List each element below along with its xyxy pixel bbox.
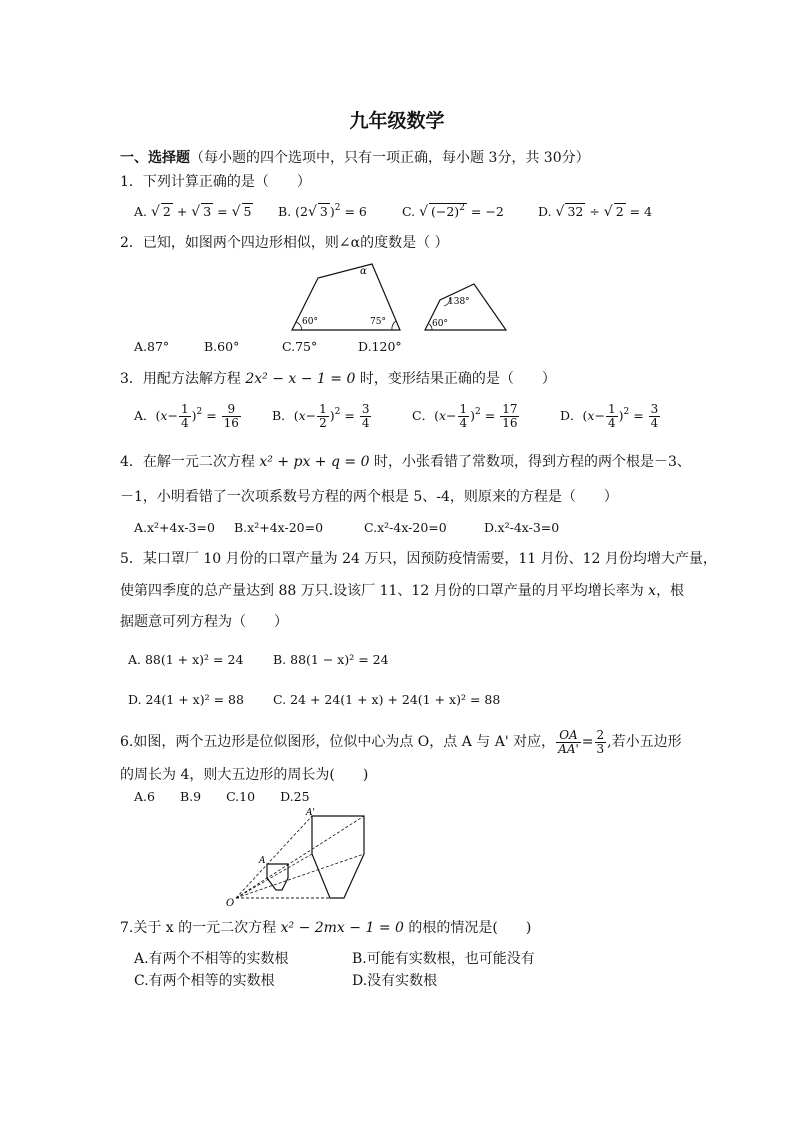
q1-stem: 1．下列计算正确的是（ ） <box>120 174 311 190</box>
q4-option-b: B.x²+4x-20=0 <box>234 520 324 535</box>
point-a-label: A <box>259 856 266 866</box>
q5-line2-post: ，根 <box>656 583 685 599</box>
q6-line1-post: ,若小五边形 <box>607 734 682 750</box>
alpha-label: α <box>360 266 367 277</box>
q6-line2: 的周长为 4，则大五边形的周长为( ) <box>120 767 369 783</box>
q1-option-d: D. √ 32 ÷ √ 2 = 4 <box>538 204 653 220</box>
q6-figure <box>226 806 378 908</box>
q2-option-a: A.87° <box>134 339 170 354</box>
q6-equals: = <box>581 734 594 750</box>
q3-d-label: D． <box>560 408 583 423</box>
q3-option-a: A．(x− $\frac{1}{4}$ )$^2$ = $\frac{9}{16}$ <box>134 402 239 430</box>
q3-equation: 2x² − x − 1 = 0 <box>245 371 356 387</box>
q3-a-label: A． <box>134 408 156 423</box>
q3-b-label: B． <box>272 408 294 423</box>
q5-option-b: B. 88(1 − x)² = 24 <box>273 652 389 667</box>
q5-line2-pre: 使第四季度的总产量达到 88 万只.设该厂 11、12 月份的口罩产量的月平均增长率为 <box>120 583 649 599</box>
q3-stem-post: 时，变形结果正确的是（ ） <box>355 371 556 387</box>
q7-option-d: D.没有实数根 <box>352 973 438 989</box>
q4-line1-post: 时，小张看错了常数项，得到方程的两个根是－3、 <box>369 454 691 470</box>
q2-option-b: B.60° <box>204 339 240 354</box>
q6-line1 <box>120 727 682 757</box>
q3-option-c: C．(x− $\frac{1}{4}$ )$^2$ = $\frac{17}{16}$ <box>412 402 518 430</box>
q7-stem <box>120 919 531 937</box>
q2-stem: 2．已知，如图两个四边形相似，则∠α的度数是（ ） <box>120 235 449 251</box>
section-note: （每小题的四个选项中，只有一项正确，每小题 3分，共 30分） <box>190 150 590 166</box>
q5-line2 <box>120 582 684 600</box>
page-title: 九年级数学 <box>349 110 445 132</box>
angle-60-large: 60° <box>302 317 318 327</box>
q3-option-d: D．(x− $\frac{1}{4}$ )$^2$ = $\frac{3}{4}$ <box>560 402 659 430</box>
q1-option-b: B. (2√ 3 )$^2$ = 6 <box>278 203 367 220</box>
q5-variable: x <box>648 583 657 599</box>
q7-option-c: C.有两个相等的实数根 <box>134 973 275 989</box>
q4-option-a: A.x²+4x-3=0 <box>134 520 215 535</box>
q5-option-c: C. 24 + 24(1 + x) + 24(1 + x)² = 88 <box>273 692 501 707</box>
section-label: 一、选择题 <box>120 150 190 166</box>
q5-option-a: A. 88(1 + x)² = 24 <box>128 652 244 667</box>
q2-option-c: C.75° <box>282 339 318 354</box>
point-a-prime-label: A' <box>306 808 315 818</box>
q4-line1-pre: 4．在解一元二次方程 <box>120 454 260 470</box>
q6-frac-numerator: OA <box>556 729 581 743</box>
q4-line2: －1，小明看错了一次项系数号方程的两个根是 5、-4，则原来的方程是（ ） <box>120 489 618 505</box>
q4-option-d: D.x²-4x-3=0 <box>484 520 560 535</box>
q5-line3: 据题意可列方程为（ ） <box>120 614 288 630</box>
q3-c-label: C． <box>412 408 435 423</box>
q1-d-label: D. <box>538 204 552 219</box>
angle-138: 138° <box>448 297 470 307</box>
q4-equation: x² + px + q = 0 <box>259 454 370 470</box>
q6-line1-pre: 6.如图，两个五边形是位似图形，位似中心为点 O，点 A 与 A' 对应， <box>120 734 556 750</box>
q1-b-label: B. <box>278 204 292 219</box>
q6-frac2-denominator: 3 <box>596 741 605 756</box>
q3-stem <box>120 370 556 388</box>
angle-75: 75° <box>370 317 386 327</box>
q2-option-d: D.120° <box>358 339 402 354</box>
q7-equation: x² − 2mx − 1 = 0 <box>280 920 404 936</box>
q7-option-b: B.可能有实数根，也可能没有 <box>352 951 535 967</box>
q6-frac2-numerator: 2 <box>596 727 605 742</box>
q1-option-a: A. √ 2 + √ 3 = √ 5 <box>134 204 252 220</box>
q4-option-c: C.x²-4x-20=0 <box>364 520 447 535</box>
q6-frac-denominator: AA' <box>558 741 579 756</box>
q7-stem-pre: 7.关于 x 的一元二次方程 <box>120 920 281 936</box>
q5-line1: 5．某口罩厂 10 月份的口罩产量为 24 万只，因预防疫情需要，11 月份、12 月份均增大产量， <box>120 551 717 567</box>
q4-line1 <box>120 453 691 471</box>
q7-stem-post: 的根的情况是( ) <box>403 920 532 936</box>
angle-60-small: 60° <box>432 319 448 329</box>
q1-a-label: A. <box>134 204 148 219</box>
q1-option-c: C. √ $(-2)^2 = -2$ <box>402 203 504 220</box>
q3-option-b: B．(x− $\frac{1}{2}$ )$^2$ = $\frac{3}{4}$ <box>272 402 370 430</box>
point-o-label: O <box>226 898 235 908</box>
q2-figure <box>280 258 520 336</box>
q7-option-a: A.有两个不相等的实数根 <box>134 951 289 967</box>
q5-option-d: D. 24(1 + x)² = 88 <box>128 692 244 707</box>
q6-options: A.6 B.9 C.10 D.25 <box>134 789 310 804</box>
q3-stem-pre: 3．用配方法解方程 <box>120 371 246 387</box>
section-header <box>120 147 590 167</box>
q1-c-label: C. <box>402 204 416 219</box>
